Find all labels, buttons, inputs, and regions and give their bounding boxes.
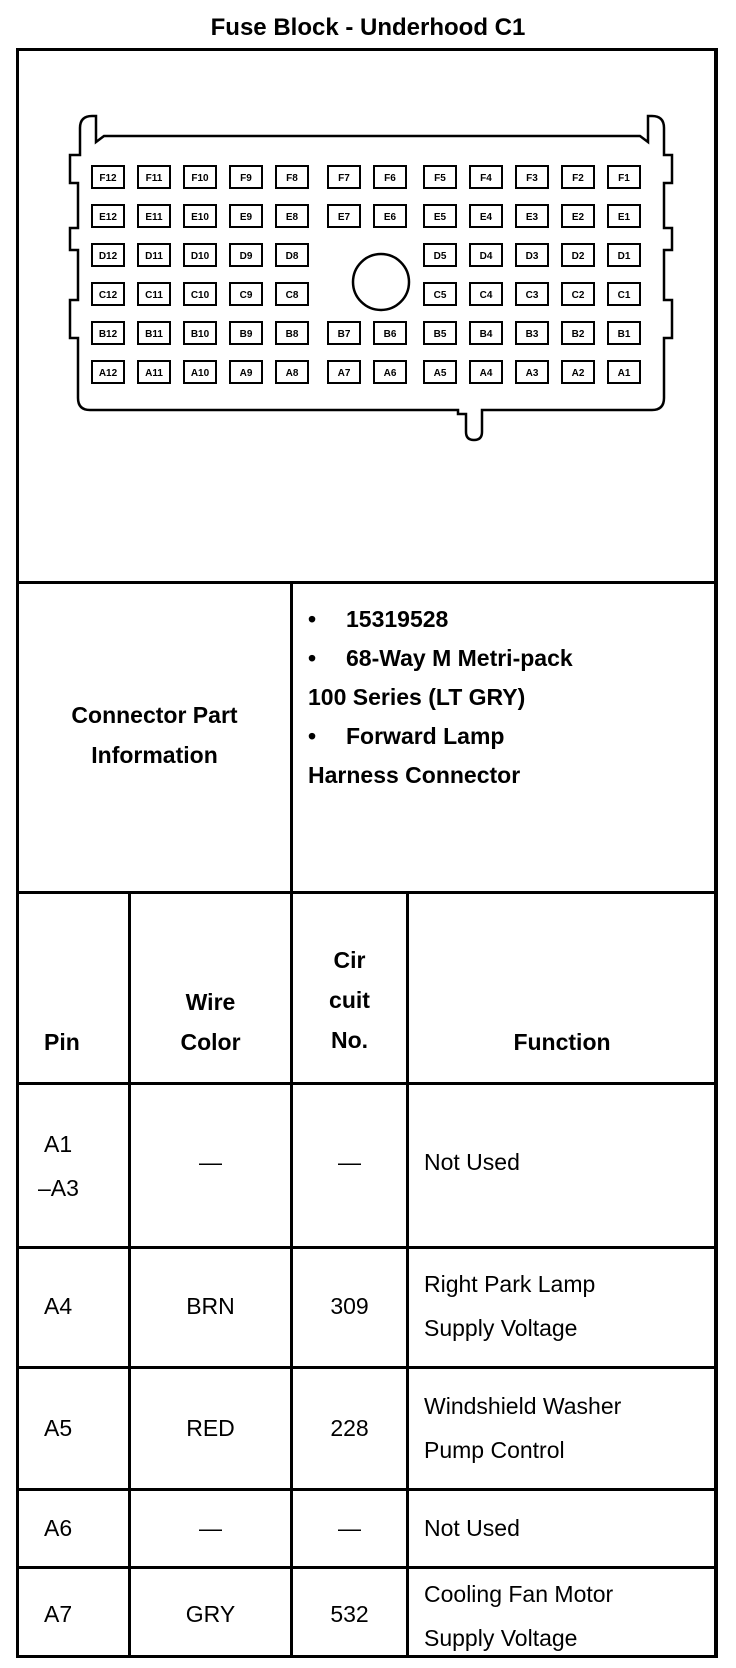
bullet-harness: [308, 717, 708, 756]
divider-row-3: [16, 1488, 718, 1491]
pin-label-b6: B6: [383, 329, 397, 340]
header-cuit: cuit: [329, 987, 370, 1013]
connector-part-info-label: [19, 695, 290, 775]
header-pin: Pin: [44, 1029, 80, 1055]
function-line-2: Pump Control: [424, 1437, 565, 1463]
pin-label-a3: A3: [525, 368, 539, 379]
pin-label-f3: F3: [526, 173, 538, 184]
connector-type-line-1: 68-Way M Metri-pack: [346, 645, 573, 671]
pin-label-c2: C2: [571, 290, 585, 301]
pin-label-b1: B1: [617, 329, 631, 340]
pin-label-b11: B11: [145, 329, 163, 340]
pin-label-a1: A1: [617, 368, 631, 379]
pin-label-e7: E7: [337, 212, 351, 223]
table-row-4-function: Not Used: [424, 1515, 520, 1541]
pin-label-c1: C1: [617, 290, 631, 301]
pin-label-f8: F8: [286, 173, 298, 184]
header-wire: Wire: [185, 989, 236, 1015]
divider-circuit-col: [406, 891, 409, 1658]
header-no: No.: [330, 1027, 369, 1053]
pin-label-a6: A6: [383, 368, 397, 379]
pin-label-e5: E5: [433, 212, 447, 223]
connector-keyway-circle: [353, 254, 409, 310]
table-row-4-color: —: [199, 1515, 222, 1541]
connector-type-line-2: 100 Series (LT GRY): [308, 684, 526, 710]
pin-label-f4: F4: [480, 173, 492, 184]
function-line-1: Cooling Fan Motor: [424, 1581, 614, 1607]
pin-label-b7: B7: [337, 329, 351, 340]
table-row-1-function: Not Used: [424, 1149, 520, 1175]
table-row-5-pin: A7: [44, 1601, 73, 1627]
pin-label-d12: D12: [98, 251, 118, 262]
pin-label-d10: D10: [190, 251, 210, 262]
pin-label-f1: F1: [618, 173, 630, 184]
function-line-1: Windshield Washer: [424, 1393, 622, 1419]
pin-label-e4: E4: [479, 212, 493, 223]
pin-label-e3: E3: [525, 212, 539, 223]
bullet-connector-type: [308, 639, 708, 678]
label-line-2: Information: [91, 742, 218, 768]
pin-label-c4: C4: [479, 290, 493, 301]
pin-label-d3: D3: [525, 251, 539, 262]
table-row-3-circuit: 228: [330, 1415, 369, 1441]
pin-label-b12: B12: [98, 329, 118, 340]
pin-label-d2: D2: [571, 251, 585, 262]
connector-part-info-bullets: [308, 600, 708, 795]
bullet-marker: •: [308, 645, 317, 671]
pin-label-d9: D9: [239, 251, 253, 262]
table-row-2-circuit: 309: [330, 1293, 369, 1319]
divider-row-2: [16, 1366, 718, 1369]
header-function: Function: [513, 1029, 611, 1055]
pin-label-a8: A8: [285, 368, 299, 379]
connector-face-diagram: [0, 0, 736, 560]
pin-label-e12: E12: [99, 212, 117, 223]
header-circuit-no: [293, 940, 406, 1060]
pin-label-e9: E9: [239, 212, 253, 223]
table-row-1-pin: [38, 1124, 79, 1208]
pin-label-b4: B4: [479, 329, 493, 340]
pin-label-b8: B8: [285, 329, 299, 340]
pin-label-f5: F5: [434, 173, 446, 184]
divider-under-header: [16, 1082, 718, 1085]
table-row-1-circuit: —: [338, 1149, 361, 1175]
part-number: 15319528: [346, 606, 449, 632]
pin-label-a9: A9: [239, 368, 253, 379]
pin-label-f2: F2: [572, 173, 584, 184]
bullet-marker: •: [308, 606, 317, 632]
header-wire-color: [131, 982, 290, 1062]
header-color: Color: [180, 1029, 241, 1055]
pin-label-b2: B2: [571, 329, 585, 340]
table-row-3-pin: A5: [44, 1415, 73, 1441]
harness-line-2: Harness Connector: [308, 762, 521, 788]
function-line-2: Supply Voltage: [424, 1625, 578, 1651]
pin-value-cont: –A3: [38, 1175, 79, 1201]
table-row-2-color: BRN: [186, 1293, 235, 1319]
table-row-3-color: RED: [186, 1415, 235, 1441]
bullet-marker: •: [308, 723, 317, 749]
pin-label-d4: D4: [479, 251, 493, 262]
table-row-5-circuit: 532: [330, 1601, 369, 1627]
pin-label-c8: C8: [285, 290, 299, 301]
table-row-4-pin: A6: [44, 1515, 73, 1541]
pin-label-c10: C10: [190, 290, 210, 301]
pin-label-e2: E2: [571, 212, 585, 223]
divider-row-4: [16, 1566, 718, 1569]
bullet-part-number: [308, 600, 708, 639]
pin-label-d11: D11: [145, 251, 163, 262]
pin-label-b3: B3: [525, 329, 539, 340]
pin-label-a7: A7: [337, 368, 351, 379]
table-row-3-function: [424, 1384, 621, 1472]
pin-value: A1: [44, 1131, 73, 1157]
pin-label-c12: C12: [98, 290, 118, 301]
page-title: Fuse Block - Underhood C1: [210, 14, 526, 41]
pin-label-a5: A5: [433, 368, 447, 379]
pin-label-f12: F12: [99, 173, 117, 184]
pin-label-f11: F11: [145, 173, 163, 184]
divider-under-part-info: [16, 891, 718, 894]
pin-label-a4: A4: [479, 368, 493, 379]
function-line-1: Right Park Lamp: [424, 1271, 596, 1297]
pin-label-d5: D5: [433, 251, 447, 262]
table-row-1-color: —: [199, 1149, 222, 1175]
divider-row-1: [16, 1246, 718, 1249]
divider-under-diagram: [16, 581, 718, 584]
pin-label-e6: E6: [383, 212, 397, 223]
pin-label-e11: E11: [145, 212, 163, 223]
pin-label-d8: D8: [285, 251, 299, 262]
pin-label-f9: F9: [240, 173, 252, 184]
pin-label-a12: A12: [98, 368, 118, 379]
pin-label-a10: A10: [190, 368, 210, 379]
pin-label-e8: E8: [285, 212, 299, 223]
pin-label-f10: F10: [191, 173, 209, 184]
harness-line-1: Forward Lamp: [346, 723, 505, 749]
label-line-1: Connector Part: [71, 702, 238, 728]
pin-label-c5: C5: [433, 290, 447, 301]
pin-label-b10: B10: [190, 329, 210, 340]
pin-label-e10: E10: [191, 212, 209, 223]
table-row-4-circuit: —: [338, 1515, 361, 1541]
pin-label-a2: A2: [571, 368, 585, 379]
pin-label-b5: B5: [433, 329, 447, 340]
pin-label-f7: F7: [338, 173, 350, 184]
pin-label-d1: D1: [617, 251, 631, 262]
pin-label-c11: C11: [145, 290, 163, 301]
function-line-2: Supply Voltage: [424, 1315, 578, 1341]
pin-label-e1: E1: [617, 212, 631, 223]
pin-label-c9: C9: [239, 290, 253, 301]
pin-label-f6: F6: [384, 173, 396, 184]
table-row-5-function: [424, 1572, 613, 1660]
pin-label-b9: B9: [239, 329, 253, 340]
table-row-5-color: GRY: [185, 1601, 236, 1627]
table-row-2-function: [424, 1262, 595, 1350]
header-cir: Cir: [333, 947, 366, 973]
table-row-2-pin: A4: [44, 1293, 73, 1319]
divider-part-info-col: [290, 581, 293, 1658]
pin-label-c3: C3: [525, 290, 539, 301]
connector-housing-outline: [70, 116, 672, 440]
pin-label-a11: A11: [145, 368, 163, 379]
